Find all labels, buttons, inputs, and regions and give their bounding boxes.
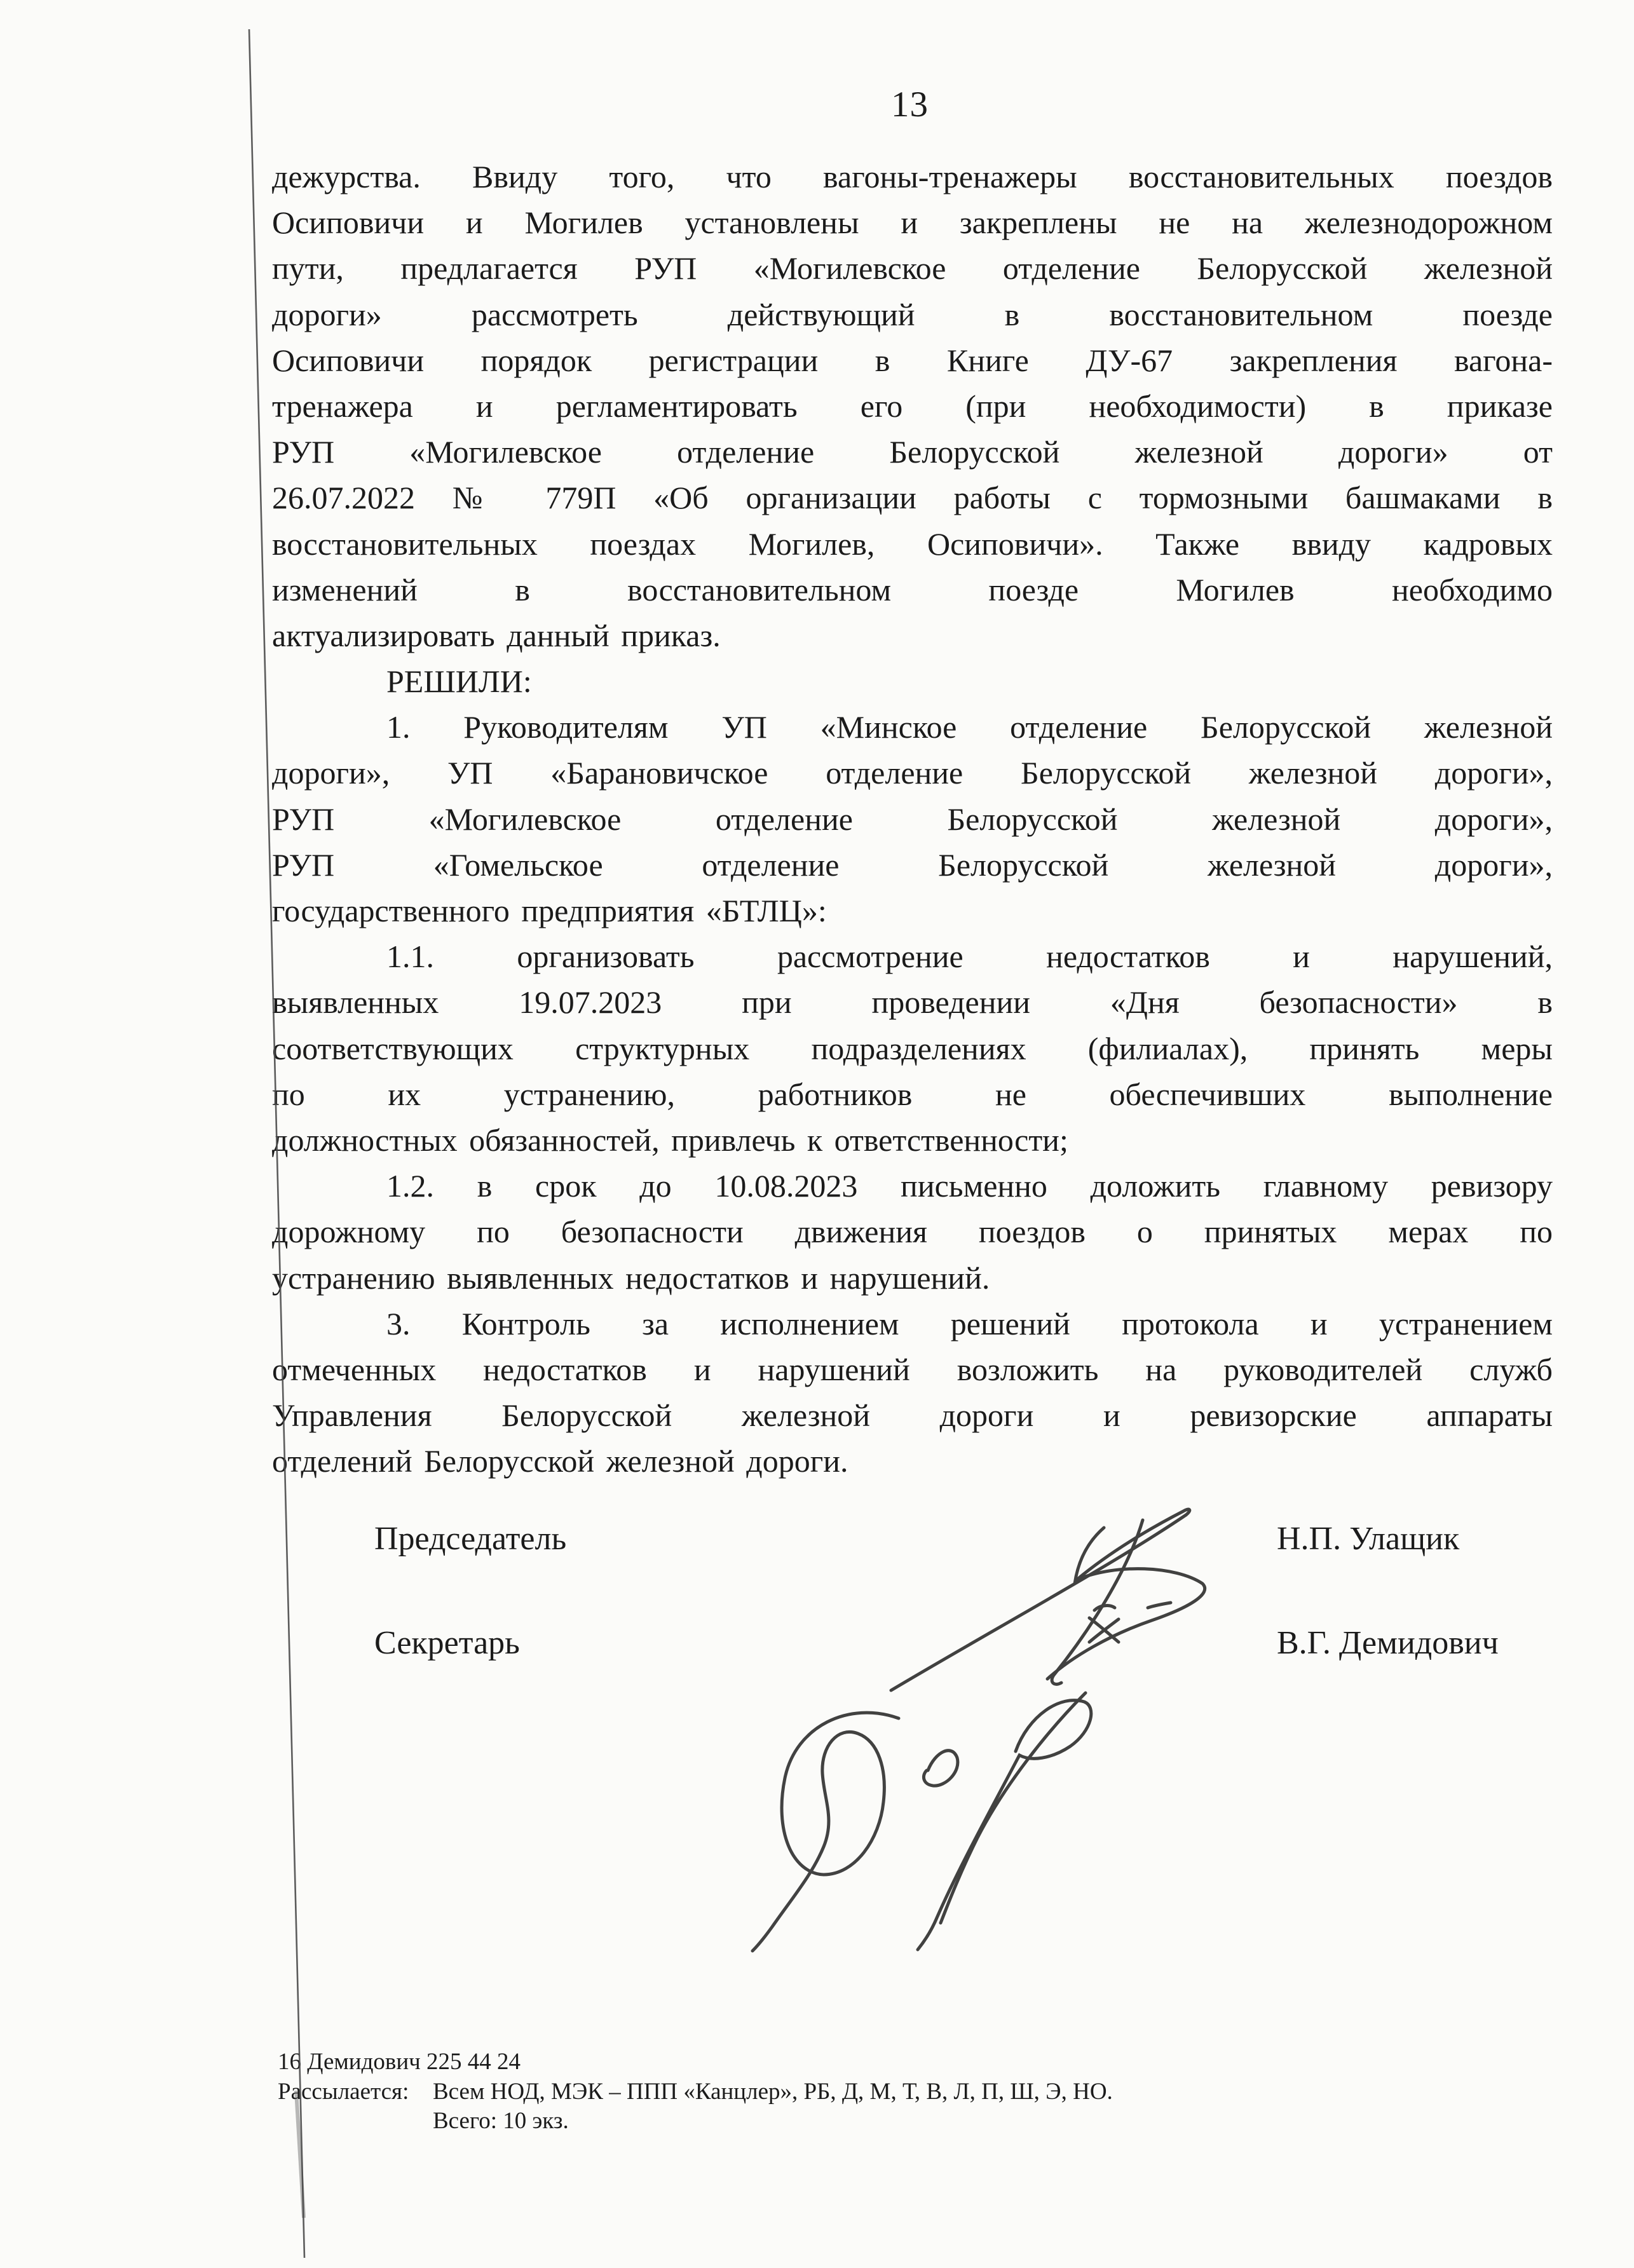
body-line: 1.2. в срок до 10.08.2023 письменно доложить главному ревизору <box>386 1168 1553 1204</box>
body-line: выявленных 19.07.2023 при проведении «Дня безопасности» в <box>272 984 1553 1021</box>
body-line: 3. Контроль за исполнением решений протокола и устранением <box>386 1305 1553 1341</box>
footer-executor: 16 Демидович 225 44 24 <box>278 2049 521 2075</box>
footer-distribution-label: Рассылается: <box>278 2078 409 2105</box>
body-line: по их устранению, работников не обеспечивших выполнение <box>272 1076 1553 1112</box>
signature-role-chairman: Председатель <box>374 1521 567 1557</box>
footer-distribution: Всем НОД, МЭК – ППП «Канцлер», РБ, Д, М, Т, В, Л, П, Ш, Э, НО. <box>433 2078 1113 2105</box>
footer-distribution-line <box>278 2077 1113 2107</box>
body-line: тренажера и регламентировать его (при необходимости) в приказе <box>272 388 1553 424</box>
body-line: дорожному по безопасности движения поездов о принятых мерах по <box>272 1214 1553 1250</box>
body-line: отмеченных недостатков и нарушений возложить на руководителей служб <box>272 1351 1553 1387</box>
body-line: Осиповичи порядок регистрации в Книге ДУ-67 закрепления вагона- <box>272 342 1553 378</box>
footer <box>278 2047 1113 2136</box>
body-line: 1. Руководителям УП «Минское отделение Белорусской железной <box>386 709 1553 745</box>
body-line: Осиповичи и Могилев установлены и закреплены не на железнодорожном <box>272 205 1553 241</box>
handwritten-signature <box>752 1509 1205 1951</box>
body-line: РУП «Гомельское отделение Белорусской железной дороги», <box>272 846 1553 883</box>
signature-name-secretary: В.Г. Демидович <box>1277 1625 1499 1661</box>
body-line: актуализировать данный приказ. <box>272 617 721 653</box>
body-line: должностных обязанностей, привлечь к ответственности; <box>272 1122 1068 1158</box>
body-line: Управления Белорусской железной дороги и ревизорские аппараты <box>272 1397 1553 1434</box>
document-body <box>272 154 1553 1484</box>
body-line: устранению выявленных недостатков и нарушений. <box>272 1260 990 1296</box>
body-line: государственного предприятия «БТЛЦ»: <box>272 893 827 928</box>
body-line: отделений Белорусской железной дороги. <box>272 1443 848 1479</box>
body-line: РУП «Могилевское отделение Белорусской железной дороги» от <box>272 434 1553 470</box>
body-line: РУП «Могилевское отделение Белорусской железной дороги», <box>272 801 1553 837</box>
body-line: дежурства. Ввиду того, что вагоны-тренажеры восстановительных поездов <box>272 159 1553 194</box>
body-line: пути, предлагается РУП «Могилевское отделение Белорусской железной <box>272 250 1553 287</box>
signature-name-chairman: Н.П. Улащик <box>1277 1521 1460 1557</box>
footer-total: Всего: 10 экз. <box>433 2108 569 2134</box>
body-line: восстановительных поездах Могилев, Осиповичи». Также ввиду кадровых <box>272 526 1553 562</box>
body-line: дороги» рассмотреть действующий в восстановительном поезде <box>272 296 1553 332</box>
page-number: 13 <box>891 85 929 125</box>
body-line: 1.1. организовать рассмотрение недостатков и нарушений, <box>386 939 1553 975</box>
signature-role-secretary: Секретарь <box>374 1625 520 1661</box>
body-line: РЕШИЛИ: <box>386 663 532 700</box>
body-line: 26.07.2022 № 779П «Об организации работы с тормозными башмаками в <box>272 480 1553 516</box>
body-line: дороги», УП «Барановичское отделение Белорусской железной дороги», <box>272 755 1553 791</box>
body-line: соответствующих структурных подразделениях (филиалах), принять меры <box>272 1030 1553 1066</box>
body-line: изменений в восстановительном поезде Могилев необходимо <box>272 571 1553 608</box>
